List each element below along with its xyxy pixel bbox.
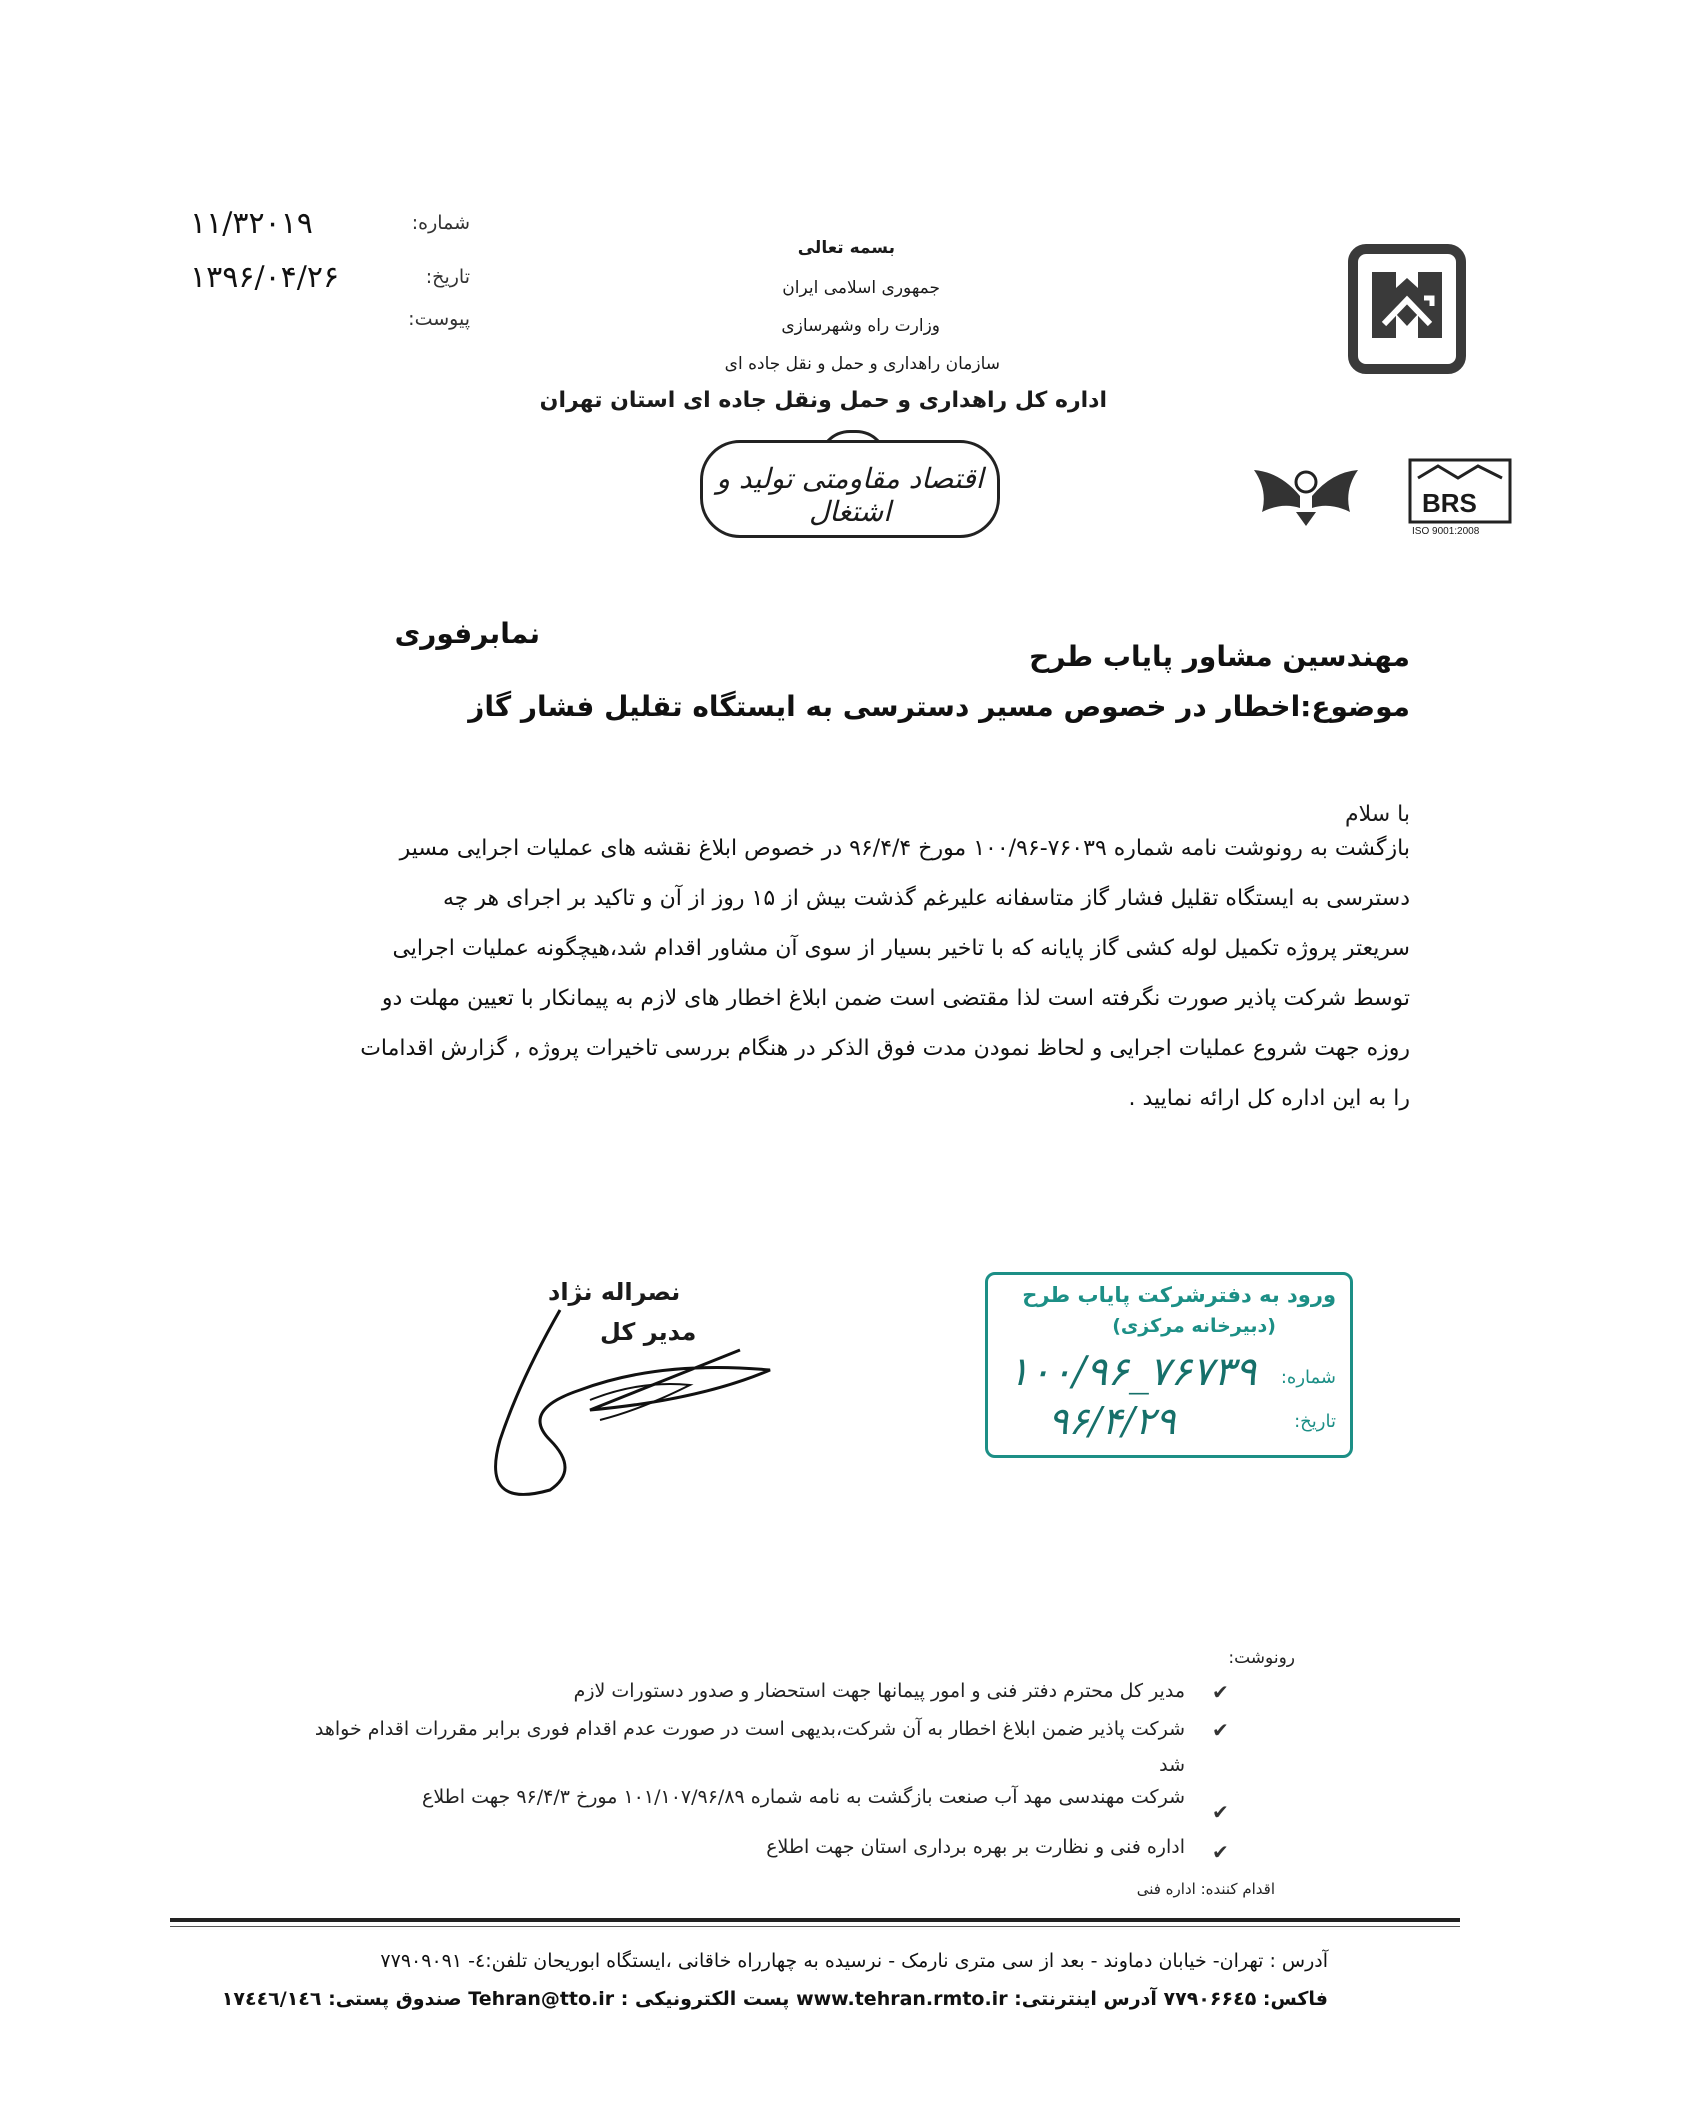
handwritten-signature — [440, 1290, 800, 1520]
letter-body — [340, 824, 1410, 1124]
letter-number: ۱۱/۳۲۰۱۹ — [190, 206, 313, 241]
body-line: توسط شرکت پاذیر صورت نگرفته است لذا مقتضی است ضمن ابلاغ اخطار های لازم به پیمانکار با تعیین مهلت دو — [381, 986, 1410, 1011]
cc-bullet-icon: ✔ — [1212, 1840, 1229, 1864]
body-line: روزه جهت شروع عملیات اجرایی و لحاظ نمودن مدت فوق الذکر در هنگام بررسی تاخیرات پروژه , گزارش اقدامات — [360, 1036, 1410, 1061]
brs-iso-emblem — [1408, 458, 1512, 542]
cc-bullet-icon: ✔ — [1212, 1718, 1229, 1742]
body-line: دسترسی به ایستگاه تقلیل فشار گاز متاسفانه علیرغم گذشت بیش از ۱۵ روز از آن و تاکید بر اجرای هر چه — [442, 886, 1410, 911]
cc-item: شرکت پاذیر ضمن ابلاغ اخطار به آن شرکت،بدیهی است در صورت عدم اقدام فوری برابر مقررات اقدام خواهد — [314, 1718, 1185, 1740]
signer-title: مدیر کل — [600, 1318, 697, 1346]
stamp-date-label: تاریخ: — [1294, 1411, 1336, 1432]
urgent-fax-label: نمابرفوری — [394, 617, 540, 650]
meta-date-row — [190, 260, 470, 296]
body-line: سریعتر پروژه تکمیل لوله کشی گاز پایانه که با تاخیر بسیار از سوی آن مشاور اقدام شد،هیچگونه عملیات اجرایی — [392, 936, 1410, 961]
ministry-logo — [1348, 244, 1466, 374]
action-by: اقدام کننده: اداره فنی — [1136, 1880, 1275, 1898]
cc-heading: رونوشت: — [1228, 1648, 1295, 1668]
receipt-stamp — [985, 1272, 1353, 1458]
letter-date: ۱۳۹۶/۰۴/۲۶ — [190, 260, 340, 295]
wings-emblem — [1250, 462, 1362, 528]
letterhead-line-1: بسمه تعالی — [797, 238, 895, 258]
footer-address: آدرس : تهران- خیابان دماوند - بعد از سی متری نارمک - نرسیده به چهارراه خاقانی ،ایستگاه ابوریحان تلفن:٤- ۷۷۹۰۹۰۹۱ — [380, 1950, 1328, 1972]
stamp-line-1: ورود به دفترشرکت پایاب طرح — [1022, 1283, 1336, 1307]
footer-divider-thin — [170, 1926, 1460, 1927]
letter-number-label: شماره: — [411, 212, 470, 234]
meta-number-row — [190, 206, 470, 242]
cc-item: مدیر کل محترم دفتر فنی و امور پیمانها جهت استحضار و صدور دستورات لازم — [573, 1680, 1185, 1702]
letterhead-line-5: اداره کل راهداری و حمل ونقل جاده ای استان تهران — [539, 388, 1107, 413]
subject: موضوع:اخطار در خصوص مسیر دسترسی به ایستگاه تقلیل فشار گاز — [468, 690, 1410, 723]
footer-divider — [170, 1918, 1460, 1922]
stamp-date-value: ۹۶/۴/۲۹ — [1048, 1399, 1176, 1443]
body-line: بازگشت به رونوشت نامه شماره ۷۶۰۳۹-۱۰۰/۹۶ مورخ ۹۶/۴/۴ در خصوص ابلاغ نقشه های عملیات اجرایی مسیر — [399, 836, 1410, 861]
cc-item: شرکت مهندسی مهد آب صنعت بازگشت به نامه شماره ۱۰۱/۱۰۷/۹۶/۸۹ مورخ ۹۶/۴/۳ جهت اطلاع — [422, 1786, 1185, 1808]
stamp-number-label: شماره: — [1280, 1367, 1336, 1388]
signer-name: نصراله نژاد — [548, 1278, 681, 1306]
recipient: مهندسین مشاور پایاب طرح — [1029, 640, 1410, 673]
body-line: را به این اداره کل ارائه نمایید . — [1128, 1086, 1410, 1111]
greeting: با سلام — [1344, 802, 1410, 827]
letter-date-label: تاریخ: — [425, 266, 470, 288]
letter-attachment-label: پیوست: — [408, 308, 470, 330]
iso-text: ISO 9001:2008 — [1412, 526, 1480, 537]
letterhead-line-3: وزارت راه وشهرسازی — [781, 316, 940, 336]
letterhead-line-2: جمهوری اسلامی ایران — [782, 278, 940, 298]
cc-bullet-icon: ✔ — [1212, 1680, 1229, 1704]
slogan-text: اقتصاد مقاومتی تولید و اشتغال — [716, 462, 984, 528]
meta-attachment-row — [190, 302, 470, 338]
brs-text: BRS — [1422, 488, 1477, 518]
letterhead-line-4: سازمان راهداری و حمل و نقل جاده ای — [724, 354, 1000, 374]
stamp-number-value: ۱۰۰/۹۶_۷۶۷۳۹ — [1008, 1349, 1257, 1395]
cc-bullet-icon: ✔ — [1212, 1800, 1229, 1824]
cc-item-continuation: شد — [1159, 1754, 1185, 1776]
cc-item: اداره فنی و نظارت بر بهره برداری استان جهت اطلاع — [766, 1836, 1185, 1858]
footer-contact: فاکس: ۷۷۹۰۶۶٤۵ آدرس اینترنتی: www.tehran.rmto.ir پست الکترونیکی : Tehran@tto.ir صندوق پستی: ۱۷٤٤٦/۱٤٦ — [221, 1988, 1328, 2010]
stamp-line-2: (دبیرخانه مرکزی) — [1112, 1315, 1276, 1337]
